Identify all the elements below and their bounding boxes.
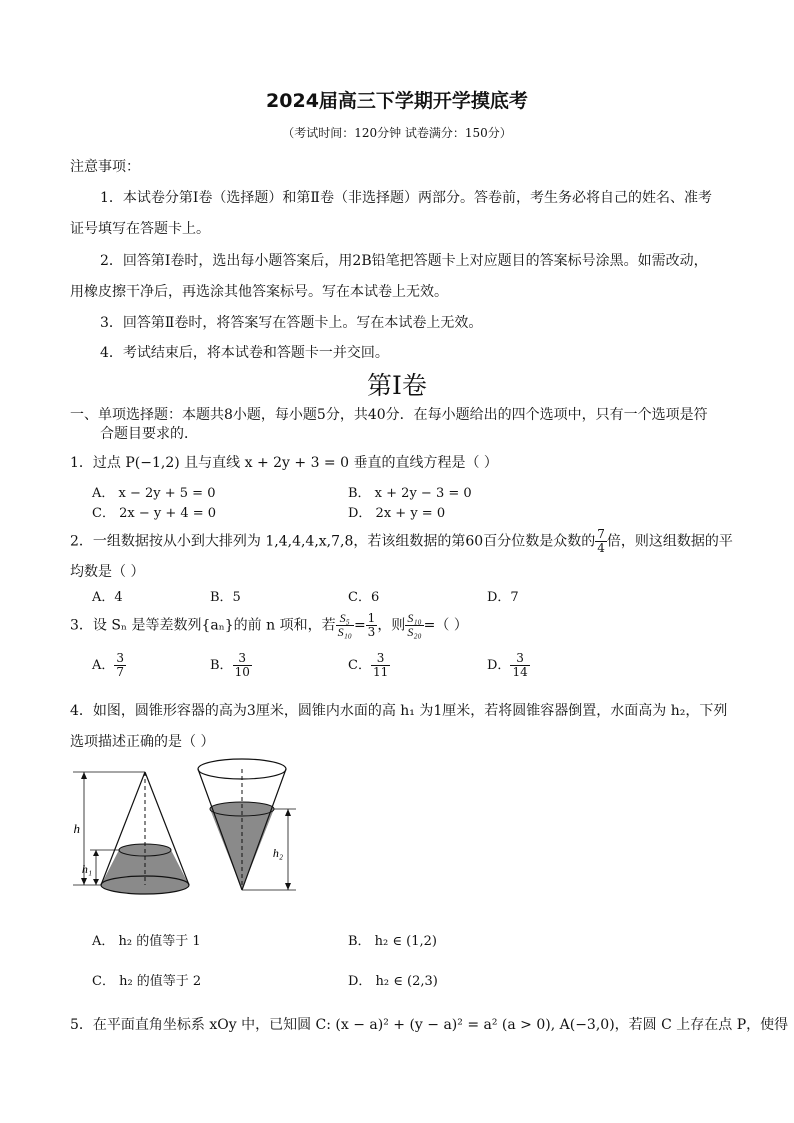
q3-d-frac [510, 652, 529, 679]
q3-stem-pre: 3．设 Sₙ 是等差数列{aₙ}的前 n 项和，若 [70, 617, 336, 634]
q3-option-b [210, 652, 252, 679]
q2-option-c: C．6 [348, 590, 380, 605]
q3-a-den: 7 [116, 665, 125, 679]
q3-c-den: 11 [372, 665, 389, 679]
q4-option-a: A． h₂ 的值等于 1 [92, 934, 201, 949]
q3-a-frac [114, 652, 126, 679]
arrowhead [93, 879, 99, 885]
part1-instruction: 一、单项选择题：本题共8小题，每小题5分，共40分．在每小题给出的四个选项中，只有一个选项是符 [70, 407, 708, 423]
q3-stem [70, 612, 468, 639]
q3-d-num: 3 [510, 652, 529, 666]
q3-fraction-3 [405, 612, 423, 639]
q3-b-label: B． [210, 658, 233, 673]
arrowhead [81, 772, 87, 779]
notes-heading: 注意事项： [70, 159, 140, 175]
note-line: 4．考试结束后，将本试卷和答题卡一并交回。 [100, 345, 389, 361]
q3-f2-num: 1 [367, 611, 376, 625]
q3-b-num: 3 [233, 652, 252, 666]
q4-option-c: C． h₂ 的值等于 2 [92, 974, 202, 989]
section-title: 第Ⅰ卷 [367, 371, 427, 400]
note-line: 用橡皮擦干净后，再选涂其他答案标号。写在本试卷上无效。 [70, 284, 448, 300]
q3-c-num: 3 [371, 652, 390, 666]
part1-instruction-cont: 合题目要求的． [100, 426, 198, 442]
q2-option-d: D．7 [487, 590, 519, 605]
q3-b-frac [233, 652, 252, 679]
label-h1: h₁ [81, 862, 92, 876]
q2-stem [70, 528, 733, 555]
q3-stem-post: =（ ） [423, 617, 468, 634]
q1-option-b: B． x + 2y − 3 = 0 [348, 486, 472, 501]
q4-option-d: D． h₂ ∈ (2,3) [348, 974, 438, 989]
arrowhead [93, 850, 99, 856]
exam-subtitle: （考试时间：120分钟 试卷满分：150分） [282, 126, 512, 140]
q3-equals: = [353, 617, 366, 634]
q3-option-a [92, 652, 126, 679]
note-line: 证号填写在答题卡上。 [70, 221, 210, 237]
q3-c-frac [371, 652, 390, 679]
q3-f3-den: S₂₀ [407, 625, 422, 639]
q3-option-d [487, 652, 530, 679]
q4-stem-line1: 4．如图，圆锥形容器的高为3厘米，圆锥内水面的高 h₁ 为1厘米，若将圆锥容器倒置，水面高为 h₂，下列 [70, 703, 728, 719]
exam-title: 2024届高三下学期开学摸底考 [266, 90, 528, 112]
q3-f2-den: 3 [367, 625, 376, 639]
q3-a-label: A． [92, 658, 115, 673]
q2-option-b: B．5 [210, 590, 241, 605]
q2-option-a: A．4 [92, 590, 123, 605]
label-h: h [73, 821, 80, 836]
q3-mid: ，则 [377, 617, 406, 634]
note-line: 3．回答第Ⅱ卷时，将答案写在答题卡上。写在本试卷上无效。 [100, 315, 483, 331]
q2-frac-num: 7 [597, 527, 605, 541]
q1-option-a: A． x − 2y + 5 = 0 [92, 486, 216, 501]
q3-f1-den: S₁₀ [337, 625, 352, 639]
q2-stem-line2: 均数是（ ） [70, 564, 145, 580]
q1-stem: 1．过点 P(−1,2) 且与直线 x + 2y + 3 = 0 垂直的直线方程是（ ） [70, 455, 498, 471]
note-line: 2．回答第Ⅰ卷时，选出每小题答案后，用2B铅笔把答题卡上对应题目的答案标号涂黑。如需改动， [100, 253, 708, 269]
q3-c-label: C． [348, 658, 371, 673]
inverted-cone [198, 759, 296, 890]
q2-stem-pre: 2．一组数据按从小到大排列为 1,4,4,4,x,7,8，若该组数据的第60百分位数是众数的 [70, 533, 596, 550]
arrowhead [285, 883, 291, 890]
q4-stem-line2: 选项描述正确的是（ ） [70, 734, 215, 750]
q3-fraction-2 [366, 612, 378, 639]
cone-figure [60, 755, 340, 905]
q1-option-c: C． 2x − y + 4 = 0 [92, 506, 217, 521]
q3-a-num: 3 [116, 651, 125, 665]
q5-stem-line1: 5．在平面直角坐标系 xOy 中，已知圆 C: (x − a)² + (y − a)² = a² (a > 0), A(−3,0)，若圆 C 上存在点 P，使得 [70, 1017, 789, 1033]
q2-stem-post: 倍，则这组数据的平 [606, 533, 733, 550]
q3-d-den: 14 [512, 665, 528, 679]
arrowhead [285, 809, 291, 816]
q3-option-c [348, 652, 390, 679]
q3-f3-num: S₁₀ [407, 611, 422, 625]
q2-fraction [595, 528, 607, 555]
upright-cone [73, 772, 189, 894]
q3-d-label: D． [487, 658, 511, 673]
q2-frac-den: 4 [597, 541, 605, 555]
q3-fraction-1 [336, 612, 354, 639]
q4-option-b: B． h₂ ∈ (1,2) [348, 934, 437, 949]
note-line: 1．本试卷分第Ⅰ卷（选择题）和第Ⅱ卷（非选择题）两部分。答卷前，考生务必将自己的姓名、准考 [100, 190, 712, 206]
q1-option-d: D． 2x + y = 0 [348, 506, 446, 521]
arrowhead [81, 878, 87, 885]
label-h2: h₂ [272, 846, 283, 860]
q3-f1-num: S₅ [336, 612, 354, 626]
q3-b-den: 10 [234, 665, 250, 679]
